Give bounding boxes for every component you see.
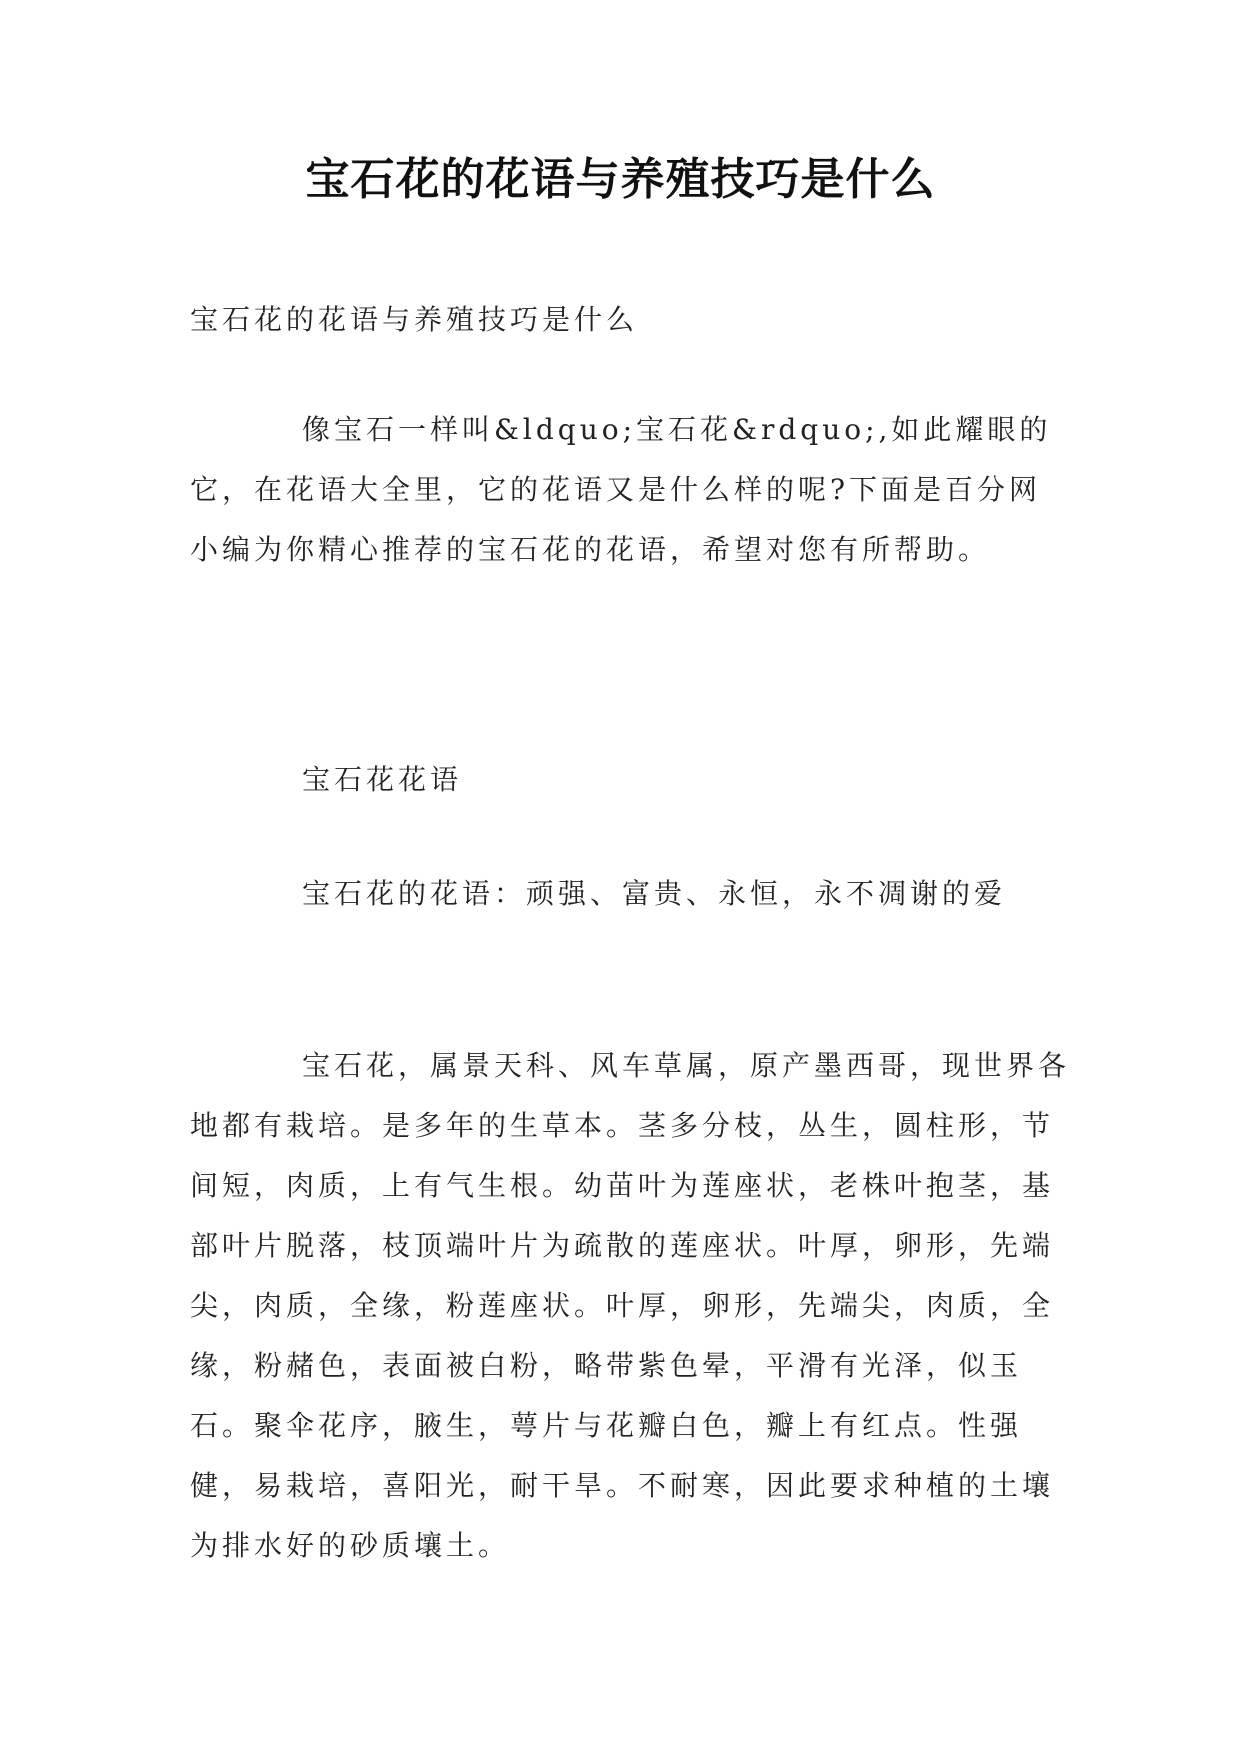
description-paragraph: 宝石花，属景天科、风车草属，原产墨西哥，现世界各地都有栽培。是多年的生草本。茎多分枝，丛生，圆柱形，节间短，肉质，上有气生根。幼苗叶为莲座状，老株叶抱茎，基部叶片脱落，枝顶端叶片为疏散的莲座状。叶厚，卵形，先端尖，肉质，全缘，粉莲座状。叶厚，卵形，先端尖，肉质，全缘，粉赭色，表面被白粉，略带紫色晕，平滑有光泽，似玉石。聚伞花序，腋生，萼片与花瓣白色，瓣上有红点。性强健，易栽培，喜阳光，耐干旱。不耐寒，因此要求种植的土壤为排水好的砂质壤土。 (190, 1049, 1071, 1562)
document-title: 宝石花的花语与养殖技巧是什么 (305, 154, 936, 205)
flower-language-paragraph: 宝石花的花语：顽强、富贵、永恒，永不凋谢的爱 (302, 877, 1007, 910)
intro-paragraph: 像宝石一样叫&ldquo;宝石花&rdquo;,如此耀眼的它，在花语大全里，它的花语又是什么样的呢?下面是百分网小编为你精心推荐的宝石花的花语，希望对您有所帮助。 (190, 413, 1052, 566)
section-heading: 宝石花花语 (302, 763, 463, 796)
document-subtitle: 宝石花的花语与养殖技巧是什么 (190, 303, 639, 336)
